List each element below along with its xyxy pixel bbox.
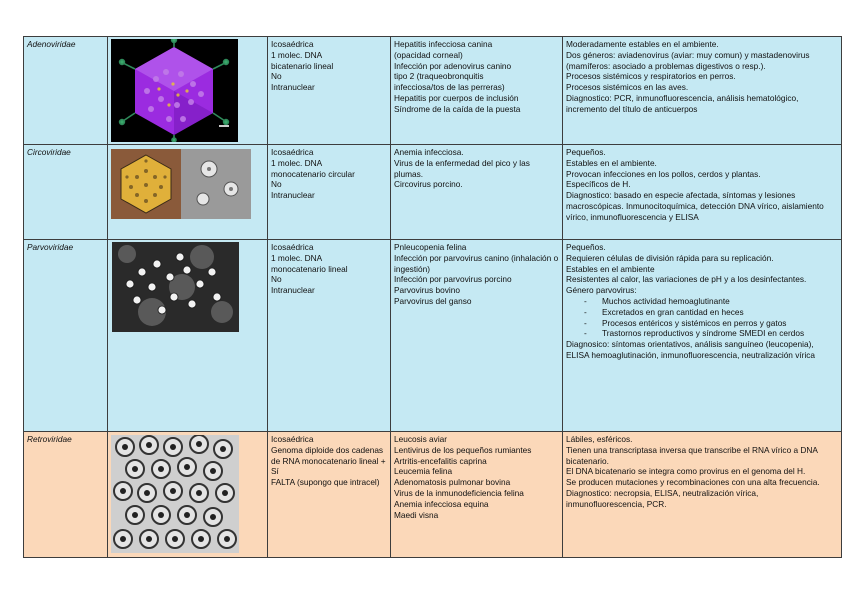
disease-item: tipo 2 (traqueobronquitis bbox=[394, 71, 484, 82]
table-row bbox=[24, 240, 842, 432]
envelope-text: Sí bbox=[271, 466, 279, 477]
note-item: Pequeños. bbox=[566, 147, 606, 157]
note-item: Resistentes al calor, las variaciones de pH y a los desinfectantes. bbox=[566, 274, 807, 285]
note-item: Procesos sistémicos y respiratorios en perros. bbox=[566, 71, 736, 82]
list-item: - Trastornos reproductivos y síndrome SMEDI en cerdos bbox=[584, 328, 838, 339]
diseases-cell bbox=[391, 432, 563, 558]
genome-text: Genoma diploide dos cadenas de RNA monocatenario lineal + bbox=[271, 444, 386, 466]
diseases-cell bbox=[391, 37, 563, 145]
adenovirus-model-image bbox=[111, 39, 238, 142]
notes-cell bbox=[563, 37, 842, 145]
notes-cell bbox=[563, 145, 842, 240]
disease-item: Virus de la inmunodeficiencia felina bbox=[394, 487, 524, 498]
table-row bbox=[24, 432, 842, 558]
list-item: - Excretados en gran cantidad en heces bbox=[584, 307, 838, 318]
table-row bbox=[24, 37, 842, 145]
disease-item: Leucemia felina bbox=[394, 466, 453, 477]
disease-item: Infección por parvovirus porcino bbox=[394, 274, 512, 285]
disease-item: Infección por adenovirus canino bbox=[394, 60, 512, 71]
disease-item: Circovirus porcino. bbox=[394, 179, 463, 190]
note-item: Procesos sistémicos en las aves. bbox=[566, 82, 689, 93]
genome-text: 1 molec. DNA bbox=[271, 252, 323, 263]
note-item: Diagnosico: síntomas orientativos, análisis sanguíneo (leucopenia), ELISA hemoaglutinación, inmunofluorescencia, neutralización vírica bbox=[566, 339, 816, 360]
image-cell bbox=[108, 432, 268, 558]
note-item: Moderadamente estables en el ambiente. bbox=[566, 39, 719, 49]
note-item: El DNA bicatenario se integra como provirus en el genoma del H. bbox=[566, 466, 806, 477]
genome-type-text: monocatenario circular bbox=[271, 168, 355, 179]
image-cell bbox=[108, 145, 268, 240]
structure-cell bbox=[268, 240, 391, 432]
replication-site-text: Intranuclear bbox=[271, 82, 315, 93]
genome-type-text: monocatenario lineal bbox=[271, 263, 348, 274]
capsid-text: Icosaédrica bbox=[271, 242, 314, 252]
disease-item: Leucosis aviar bbox=[394, 434, 448, 444]
note-item: Provocan infecciones en los pollos, cerdos y plantas. bbox=[566, 168, 761, 179]
diseases-cell bbox=[391, 240, 563, 432]
note-item: Pequeños. bbox=[566, 242, 606, 252]
table-row bbox=[24, 145, 842, 240]
capsid-text: Icosaédrica bbox=[271, 147, 314, 157]
note-item: Se producen mutaciones y recombinaciones con una alta frecuencia. bbox=[566, 477, 820, 488]
replication-site-text: Intranuclear bbox=[271, 285, 315, 296]
disease-item: Parvovirus del ganso bbox=[394, 295, 472, 306]
virus-families-table bbox=[23, 36, 842, 558]
disease-item: Maedi visna bbox=[394, 509, 439, 520]
note-item: Específicos de H. bbox=[566, 179, 631, 190]
parvovirus-micrograph-image bbox=[112, 242, 239, 332]
envelope-text: No bbox=[271, 71, 282, 82]
disease-item: (opacidad corneal) bbox=[394, 49, 463, 60]
note-item: Género parvovirus: bbox=[566, 285, 637, 296]
note-item: Diagnostico: PCR, inmunofluorescencia, análisis hematológico, incremento del título de anticuerpos bbox=[566, 92, 799, 114]
disease-item: Anemia infecciosa. bbox=[394, 147, 464, 157]
structure-cell bbox=[268, 37, 391, 145]
retrovirus-micrograph-image bbox=[111, 435, 239, 553]
circovirus-composite-image bbox=[111, 149, 251, 219]
list-item: - Muchos actividad hemoaglutinante bbox=[584, 296, 838, 307]
notes-cell bbox=[563, 240, 842, 432]
structure-cell bbox=[268, 432, 391, 558]
note-item: Dos géneros: aviadenovirus (aviar: muy comun) y mastadenovirus (mamíferos: asociado a problemas digestivos o resp.). bbox=[566, 49, 810, 71]
note-item: Diagnostico: necropsia, ELISA, neutralización vírica, inmunofluorescencia, PCR. bbox=[566, 487, 759, 509]
disease-item: Artritis-encefalitis caprina bbox=[394, 455, 487, 466]
disease-item: Hepatitis por cuerpos de inclusión bbox=[394, 92, 519, 103]
list-item: - Procesos entéricos y sistémicos en perros y gatos bbox=[584, 318, 838, 329]
diseases-cell bbox=[391, 145, 563, 240]
family-name: Parvoviridae bbox=[24, 240, 108, 432]
family-name: Retroviridae bbox=[24, 432, 108, 558]
note-item: Requieren células de división rápida para su replicación. bbox=[566, 252, 774, 263]
capsid-text: Icosaédrica bbox=[271, 39, 314, 49]
disease-item: infecciosa/tos de las perreras) bbox=[394, 82, 505, 93]
disease-item: Infección por parvovirus canino (inhalación o ingestión) bbox=[394, 252, 559, 274]
family-name: Circoviridae bbox=[24, 145, 108, 240]
note-item: Diagnostico: basado en especie afectada, síntomas y lesiones macroscópicas. Inmunocitoquímica, detección DNA vírico, aislamiento vírico, inmunofluorescencia y ELISA bbox=[566, 190, 824, 222]
disease-item: Virus de la enfermedad del pico y las plumas. bbox=[394, 157, 530, 179]
envelope-text: No bbox=[271, 274, 282, 285]
replication-site-text: Intranuclear bbox=[271, 190, 315, 201]
envelope-text: No bbox=[271, 179, 282, 190]
note-item: Lábiles, esféricos. bbox=[566, 434, 633, 444]
image-cell bbox=[108, 240, 268, 432]
structure-cell bbox=[268, 145, 391, 240]
disease-item: Síndrome de la caída de la puesta bbox=[394, 103, 521, 114]
note-item: Tienen una transcriptasa inversa que transcribe el RNA vírico a DNA bicatenario. bbox=[566, 444, 818, 466]
genome-text: 1 molec. DNA bbox=[271, 157, 323, 168]
parvovirus-genus-list bbox=[566, 296, 838, 339]
disease-item: Lentivirus de los pequeños rumiantes bbox=[394, 444, 532, 455]
image-cell bbox=[108, 37, 268, 145]
disease-item: Adenomatosis pulmonar bovina bbox=[394, 477, 511, 488]
disease-item: Anemia infecciosa equina bbox=[394, 498, 489, 509]
capsid-text: Icosaédrica bbox=[271, 434, 314, 444]
disease-item: Parvovirus bovino bbox=[394, 285, 460, 296]
notes-cell bbox=[563, 432, 842, 558]
disease-item: Hepatitis infecciosa canina bbox=[394, 39, 493, 49]
disease-item: Pnleucopenia felina bbox=[394, 242, 467, 252]
replication-site-text: FALTA (supongo que intracel) bbox=[271, 477, 380, 488]
note-item: Estables en el ambiente bbox=[566, 263, 655, 274]
note-item: Estables en el ambiente. bbox=[566, 157, 657, 168]
genome-type-text: bicatenario lineal bbox=[271, 60, 334, 71]
family-name: Adenoviridae bbox=[24, 37, 108, 145]
genome-text: 1 molec. DNA bbox=[271, 49, 323, 60]
